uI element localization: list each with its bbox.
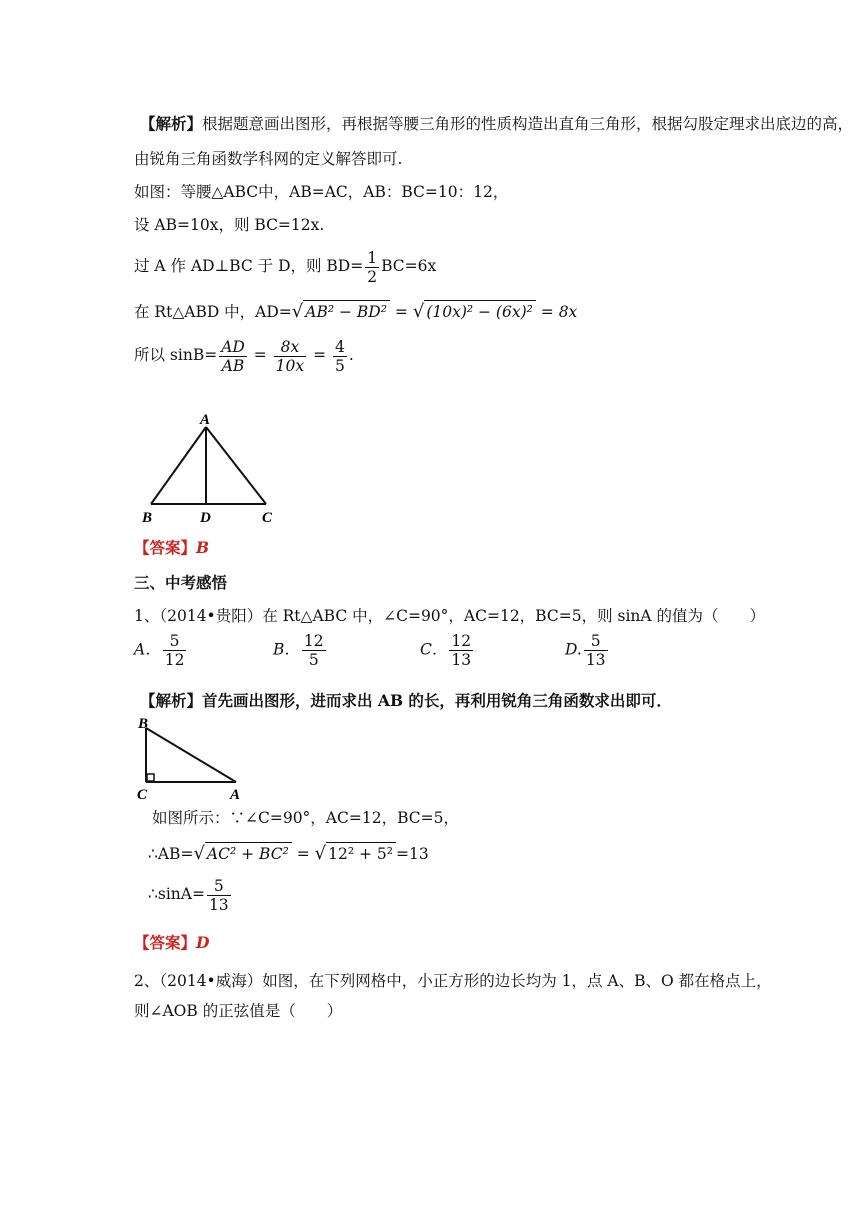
sqrt-ab-bd: AB² − BD² <box>303 300 390 323</box>
solution-1-line-3: 如图：等腰△ABC中，AB=AC，AB：BC=10：12， <box>134 183 509 201</box>
option-fraction <box>584 632 608 669</box>
vertex-b-label: B <box>138 716 149 732</box>
result-8x: = 8x <box>540 303 578 321</box>
sina-text: ∴sinA= <box>148 885 205 903</box>
fraction-numerator: 1 <box>367 248 378 267</box>
solution-2-line-4 <box>148 872 233 916</box>
vertex-c-label: C <box>137 787 148 802</box>
answer-label: 【答案】 <box>134 933 197 952</box>
solution-1-line-2: 由锐角三角函数学科网的定义解答即可. <box>134 150 403 168</box>
analysis-text: 根据题意画出图形，再根据等腰三角形的性质构造出直角三角形，根据勾股定理求出底边的高， <box>202 115 854 133</box>
solution-1-line-1 <box>140 113 853 135</box>
ad-text: 在 Rt△ABD 中，AD= <box>134 303 292 321</box>
answer-1 <box>134 537 209 559</box>
option-d <box>565 632 610 669</box>
fraction-8x-10x <box>274 338 306 375</box>
answer-2 <box>134 932 209 954</box>
option-a <box>134 632 188 669</box>
vertex-d-label: D <box>200 510 211 525</box>
side-ab <box>151 427 206 504</box>
result-13: =13 <box>396 845 429 863</box>
fraction-denominator: AB <box>221 356 245 375</box>
fraction-ad-ab <box>219 338 247 375</box>
fraction-numerator: 5 <box>584 632 608 651</box>
fraction-numerator: 5 <box>163 632 187 651</box>
solution-2-line-3: ∴AB=√ AC² + BC² = √ 12² + 5² =13 <box>148 843 429 864</box>
answer-label: 【答案】 <box>134 538 197 557</box>
answer-value: B <box>196 538 210 557</box>
side-ac <box>206 427 266 504</box>
question-2-line-2: 则∠AOB 的正弦值是（ ） <box>134 1002 343 1020</box>
isosceles-triangle-figure <box>138 410 288 525</box>
half-fraction <box>365 249 379 286</box>
question-2-line-1: 2、（2014•威海）如图，在下列网格中，小正方形的边长均为 1，点 A、B、O 都在格点上， <box>134 972 772 990</box>
equals-sign: = <box>394 303 408 321</box>
option-fraction <box>302 632 326 669</box>
solution-1-line-4: 设 AB=10x，则 BC=12x. <box>134 216 325 234</box>
vertex-b-label: B <box>142 510 153 525</box>
analysis-text: 首先画出图形，进而求出 AB 的长，再利用锐角三角函数求出即可． <box>202 691 672 710</box>
right-triangle-figure <box>132 716 252 802</box>
fraction-numerator: 5 <box>207 877 231 896</box>
fraction-denominator: 12 <box>164 651 185 669</box>
fraction-numerator: 8x <box>274 338 306 357</box>
vertex-c-label: C <box>262 510 273 525</box>
fraction-numerator: AD <box>221 337 245 356</box>
sqrt-12-5: 12² + 5² <box>326 842 396 865</box>
option-label: B． <box>273 640 300 659</box>
fraction-numerator: 12 <box>303 632 324 650</box>
sinb-text: 所以 sinB= <box>134 346 218 364</box>
option-label: D. <box>565 640 582 659</box>
fraction-denominator: 13 <box>208 895 229 914</box>
option-b <box>273 632 328 669</box>
fraction-denominator: 10x <box>275 356 305 375</box>
ab-text: ∴AB= <box>148 845 194 863</box>
option-label: C． <box>420 640 448 659</box>
fraction-4-5 <box>333 338 347 375</box>
option-fraction <box>163 632 187 669</box>
side-ab <box>146 728 236 782</box>
vertex-a-label: A <box>200 412 211 428</box>
fraction-5-13 <box>207 877 231 914</box>
analysis-label: 【解析】 <box>140 691 203 710</box>
period: . <box>348 346 354 364</box>
sqrt-10x-6x: (10x)² − (6x)² <box>424 300 536 323</box>
vertex-a-label: A <box>230 787 241 802</box>
solution-1-line-7: 所以 sinB= $\frac{AD}{AB}$ = $\frac{8x}{10x}$ = $\frac{4}{5}$ . <box>134 337 354 375</box>
right-angle-marker <box>147 774 154 781</box>
solution-1-line-5 <box>134 246 436 286</box>
section-heading: 三、中考感悟 <box>134 573 228 592</box>
solution-2-line-2: 如图所示：∵∠C=90°，AC=12，BC=5， <box>152 809 459 827</box>
option-c <box>420 632 475 669</box>
analysis-label: 【解析】 <box>140 114 203 133</box>
bc-text: BC=6x <box>381 257 437 275</box>
fraction-denominator: 13 <box>585 651 606 669</box>
fraction-numerator: 12 <box>451 632 472 650</box>
fraction-denominator: 13 <box>451 651 472 669</box>
question-1-stem: 1、（2014•贵阳）在 Rt△ABC 中，∠C=90°，AC=12，BC=5，则 sinA 的值为（ ） <box>134 607 766 625</box>
equals-sign: = <box>296 845 310 863</box>
answer-value: D <box>196 933 210 952</box>
bd-text: 过 A 作 AD⊥BC 于 D，则 BD= <box>134 257 364 275</box>
sqrt-ac-bc: AC² + BC² <box>205 842 292 865</box>
solution-2-line-1 <box>140 690 672 712</box>
fraction-denominator: 2 <box>367 267 378 286</box>
fraction-numerator: 4 <box>334 337 345 356</box>
option-fraction <box>449 632 473 669</box>
fraction-denominator: 5 <box>308 651 319 669</box>
solution-1-line-6: 在 Rt△ABD 中，AD=√ AB² − BD² = √ (10x)² − (6x)² = 8x <box>134 301 578 322</box>
option-label: A． <box>134 640 161 659</box>
fraction-denominator: 5 <box>334 356 345 375</box>
